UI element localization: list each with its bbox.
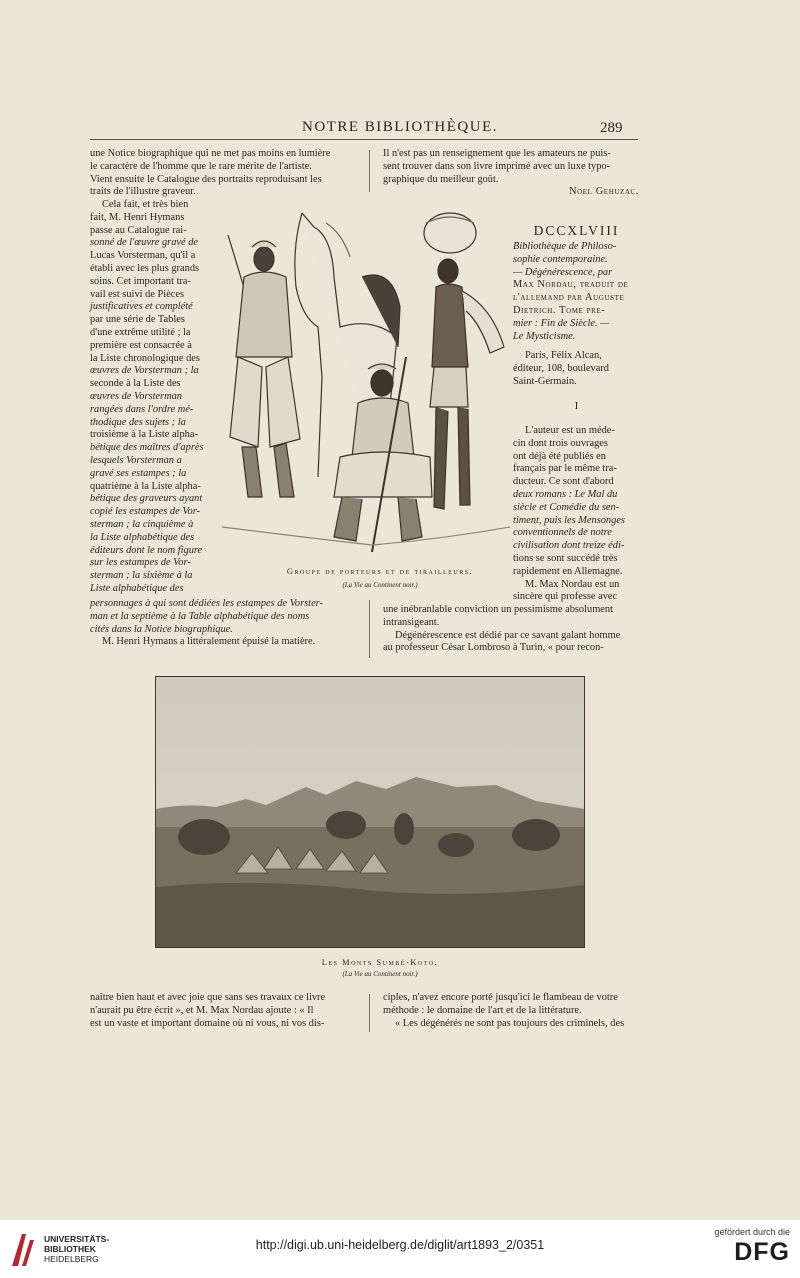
text-line: Il n'est pas un renseignement que les amateurs ne puis- [383, 148, 611, 159]
text-line: gravé ses estampes ; la [90, 467, 187, 479]
text-line: d'une extrême utilité ; la [90, 326, 191, 338]
publisher-info [513, 350, 640, 388]
text-line: M. Max Nordau est un [525, 578, 620, 590]
text-line: — Dégénérescence, par [513, 266, 613, 278]
text-line: man et la septième à la Table alphabétique des noms [90, 610, 310, 622]
text-line: mier : Fin de Siècle. — [513, 317, 610, 329]
text-line: Cela fait, et très bien [102, 199, 189, 210]
document-url-link[interactable]: http://digi.ub.uni-heidelberg.de/diglit/art1893_2/0351 [255, 1238, 545, 1252]
text-line: cités dans la Notice biographique. [90, 623, 233, 635]
figure2-caption: Les Monts Sumbé-Koto. [321, 957, 439, 967]
text-line: graphique du meilleur goût. [383, 173, 499, 185]
right-column-top [383, 148, 639, 186]
text-line: l'allemand par Auguste [513, 292, 625, 304]
text-line: Paris, Félix Alcan, [525, 350, 602, 361]
text-line: copié les estampes de Vor- [90, 506, 201, 518]
text-line: quatrième à la Liste alpha- [90, 480, 201, 492]
left-column-bottom [90, 598, 358, 649]
text-line: lesquels Vorsterman a [90, 454, 182, 466]
text-line: fait, M. Henri Hymans [90, 211, 185, 223]
right-column-bottom [383, 604, 639, 655]
figure1-caption: Groupe de porteurs et de tirailleurs. [286, 566, 474, 576]
library-line: BIBLIOTHEK [44, 1244, 96, 1254]
text-line: passe au Catalogue rai- [90, 224, 187, 236]
text-line: établi avec les plus grands [90, 262, 200, 274]
text-line: personnages à qui sont dédiées les estampes de Vorster- [90, 598, 323, 609]
text-line: justificatives et complété [90, 301, 193, 313]
text-line: naître bien haut et avec joie que sans ses travaux ce livre [90, 992, 326, 1003]
text-line: bétique des graveurs ayant [90, 493, 203, 505]
text-line: seconde à la Liste des [90, 378, 181, 390]
text-line: sincère qui professe avec [513, 591, 618, 603]
text-line: Max Nordau, traduit de [513, 279, 629, 291]
text-line: ducteur. Ce sont d'abord [513, 476, 614, 488]
text-line: « Les dégénérés ne sont pas toujours des criminels, des [395, 1017, 625, 1029]
page-number: 289 [600, 120, 623, 136]
library-line: UNIVERSITÄTS- [44, 1234, 110, 1244]
text-line: rangées dans l'ordre mé- [90, 403, 194, 415]
text-line: sonné de l'œuvre gravé de [90, 237, 199, 249]
text-line: sterman ; la cinquième à [90, 518, 194, 530]
text-line: n'aurait pu être écrit », et M. Max Nordau ajoute : « Il [90, 1004, 314, 1016]
text-line: soins. Cet important tra- [90, 275, 192, 287]
text-line: éditeurs dont le nom figure [90, 544, 203, 556]
text-line: éditeur, 108, boulevard [513, 362, 609, 374]
text-line: siècle et Comédie du sen- [513, 501, 620, 513]
left-narrow-column [90, 199, 218, 596]
text-line: première est consacrée à [90, 339, 192, 351]
column-divider [369, 600, 370, 658]
text-line: thodique des sujets ; la [90, 416, 186, 428]
right-narrow-column [513, 425, 640, 604]
funded-by-label: gefördert durch die [714, 1227, 790, 1237]
text-line: ciples, n'avez encore porté jusqu'ici le flambeau de votre [383, 992, 618, 1003]
text-line: timent, puis les Mensonges [513, 514, 625, 526]
text-line: ont déjà été publiés en [513, 450, 606, 462]
text-line: la Liste chronologique des [90, 352, 200, 364]
text-line: le caractère de l'homme que le rare mérite de l'artiste. [90, 160, 312, 172]
text-line: œuvres de Vorsterman ; la [90, 365, 199, 377]
bundle [424, 213, 476, 253]
text-line: rapidement en Allemagne. [513, 565, 623, 577]
text-line: Vient ensuite le Catalogue des portraits reproduisant les [90, 173, 322, 185]
text-line: Saint-Germain. [513, 375, 577, 387]
header-rule [90, 139, 638, 140]
text-line: Dégénérescence est dédié par ce savant galant homme [395, 629, 621, 641]
book-reference [513, 241, 640, 343]
text-line: Lucas Vorsterman, qu'il a [90, 250, 196, 262]
text-line: troisième à la Liste alpha- [90, 429, 198, 441]
text-line: la Liste alphabétique des [90, 531, 195, 543]
bottom-left-text [90, 992, 358, 1030]
text-line: intransigeant. [383, 616, 440, 628]
text-line: Le Mysticisme. [513, 330, 576, 342]
signature: Noel Gehuzac. [569, 186, 639, 197]
text-line: par une série de Tables [90, 314, 185, 326]
bottom-right-text [383, 992, 639, 1030]
figure1-credit: (La Vie au Continent noir.) [342, 581, 418, 589]
text-line: sterman ; la sixième à la [90, 570, 193, 582]
text-line: L'auteur est un méde- [525, 425, 615, 436]
landscape-engraving [155, 676, 585, 948]
text-line: méthode : le domaine de l'art et de la littérature. [383, 1004, 582, 1016]
text-line: est un vaste et important domaine où ni vous, ni vos dis- [90, 1017, 325, 1029]
porters-illustration [222, 207, 510, 562]
text-line: deux romans : Le Mal du [513, 488, 618, 500]
text-line: œuvres de Vorsterman [90, 390, 182, 402]
text-line: M. Henri Hymans a littéralement épuisé la matière. [102, 636, 316, 648]
text-line: Bibliothèque de Philoso- [513, 241, 617, 252]
text-line: traits de l'illustre graveur. [90, 186, 196, 198]
running-header: NOTRE BIBLIOTHÈQUE. [302, 119, 498, 135]
text-line: une inébranlable conviction un pessimisme absolument [383, 604, 613, 615]
text-line: français par le même tra- [513, 463, 617, 475]
column-divider [369, 994, 370, 1032]
text-line: Dietrich. Tome pre- [513, 304, 606, 316]
column-divider [369, 150, 370, 192]
text-line: cin dont trois ouvrages [513, 437, 608, 449]
text-line: Liste alphabétique des [90, 582, 184, 594]
text-line: une Notice biographique qui ne met pas moins en lumière [90, 148, 331, 159]
text-line: sophie contemporaine. [513, 253, 608, 265]
dfg-logo: DFG [734, 1238, 790, 1266]
text-line: bétique des maîtres d'après [90, 442, 204, 454]
review-number: DCCXLVIII [533, 223, 620, 238]
section-number: I [574, 401, 579, 412]
text-line: conventionnels de notre [513, 527, 612, 539]
text-line: sur les estampes de Vor- [90, 557, 191, 569]
soldier-head [254, 247, 274, 271]
library-line: HEIDELBERG [44, 1254, 99, 1264]
text-line: civilisation dont treize édi- [513, 540, 625, 552]
left-column-top [90, 148, 358, 199]
text-line: vail est suivi de Pièces [90, 288, 185, 300]
figure2-credit: (La Vie au Continent noir.) [342, 970, 418, 978]
text-line: au professeur César Lombroso à Turin, « pour recon- [383, 642, 604, 654]
text-line: tions se sont succédé très [513, 552, 618, 564]
text-line: sent trouver dans son livre imprimé avec un luxe typo- [383, 160, 611, 172]
